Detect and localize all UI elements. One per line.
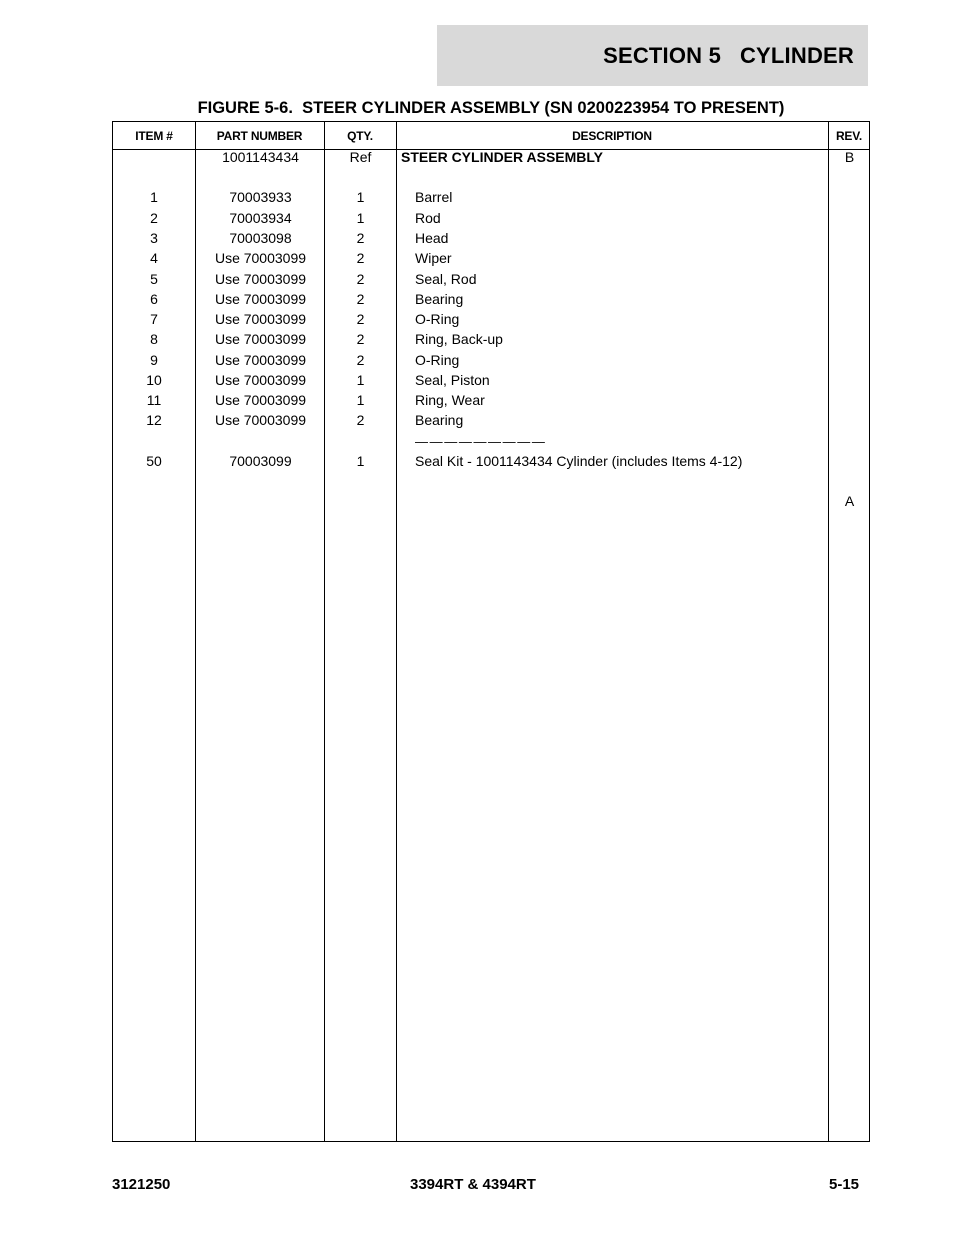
section-title: SECTION 5 CYLINDER xyxy=(603,42,854,68)
description: Barrel xyxy=(415,189,453,205)
parts-table xyxy=(112,121,870,1142)
quantity: 1 xyxy=(356,392,365,408)
quantity: 2 xyxy=(356,271,365,287)
part-number: Use 70003099 xyxy=(214,372,307,388)
quantity: 2 xyxy=(356,331,365,347)
quantity: 1 xyxy=(356,453,365,469)
footer-doc-number: 3121250 xyxy=(112,1176,171,1193)
revision: A xyxy=(844,493,855,509)
column-divider xyxy=(396,122,397,1141)
item-number: 5 xyxy=(150,271,158,287)
revision: B xyxy=(844,149,855,165)
footer-model: 3394RT & 4394RT xyxy=(410,1176,536,1193)
header-part-number: PART NUMBER xyxy=(216,128,303,143)
part-number: 70003934 xyxy=(229,210,292,226)
quantity: 2 xyxy=(356,250,365,266)
part-number: Use 70003099 xyxy=(214,412,307,428)
quantity: 2 xyxy=(356,311,365,327)
description: Rod xyxy=(415,210,441,226)
quantity: 2 xyxy=(356,230,365,246)
part-number: 1001143434 xyxy=(222,149,299,165)
header-description: DESCRIPTION xyxy=(572,128,652,143)
item-number: 50 xyxy=(146,453,162,469)
quantity: 2 xyxy=(356,291,365,307)
quantity: 2 xyxy=(356,412,365,428)
item-number: 12 xyxy=(146,412,162,428)
item-number: 3 xyxy=(150,230,158,246)
part-number: Use 70003099 xyxy=(214,311,307,327)
part-number: Use 70003099 xyxy=(214,271,307,287)
quantity: 2 xyxy=(356,352,365,368)
description: Seal, Piston xyxy=(415,372,490,388)
part-number: 70003099 xyxy=(229,453,292,469)
item-number: 1 xyxy=(150,189,158,205)
description: Wiper xyxy=(415,250,452,266)
quantity: 1 xyxy=(356,372,365,388)
quantity: Ref xyxy=(349,149,372,165)
part-number: Use 70003099 xyxy=(214,392,307,408)
part-number: Use 70003099 xyxy=(214,331,307,347)
column-divider xyxy=(828,122,829,1141)
part-number: 70003933 xyxy=(229,189,292,205)
header-item: ITEM # xyxy=(135,128,173,143)
section-header xyxy=(437,25,868,86)
item-number: 8 xyxy=(150,331,158,347)
item-number: 4 xyxy=(150,250,158,266)
description: O-Ring xyxy=(415,352,460,368)
description: Head xyxy=(415,230,449,246)
description: Seal Kit - 1001143434 Cylinder (includes Items 4-12) xyxy=(415,453,743,469)
description: Ring, Back-up xyxy=(415,331,503,347)
description: Seal, Rod xyxy=(415,271,477,287)
description: Bearing xyxy=(415,412,464,428)
description: Ring, Wear xyxy=(415,392,485,408)
header-rev: REV. xyxy=(835,128,863,143)
description: Bearing xyxy=(415,291,464,307)
separator-dashes: — — — — — — — — — xyxy=(415,434,544,449)
item-number: 11 xyxy=(146,392,162,408)
description: O-Ring xyxy=(415,311,460,327)
item-number: 10 xyxy=(146,372,162,388)
quantity: 1 xyxy=(356,210,365,226)
part-number: Use 70003099 xyxy=(214,250,307,266)
item-number: 6 xyxy=(150,291,158,307)
item-number: 9 xyxy=(150,352,158,368)
part-number: Use 70003099 xyxy=(214,352,307,368)
figure-title: FIGURE 5-6. STEER CYLINDER ASSEMBLY (SN 0200223954 TO PRESENT) xyxy=(197,99,785,117)
header-qty: QTY. xyxy=(347,128,373,143)
item-number: 7 xyxy=(150,311,158,327)
footer-page-number: 5-15 xyxy=(829,1176,860,1193)
part-number: 70003098 xyxy=(229,230,292,246)
part-number: Use 70003099 xyxy=(214,291,307,307)
quantity: 1 xyxy=(356,189,365,205)
description: STEER CYLINDER ASSEMBLY xyxy=(401,149,603,165)
item-number: 2 xyxy=(150,210,158,226)
